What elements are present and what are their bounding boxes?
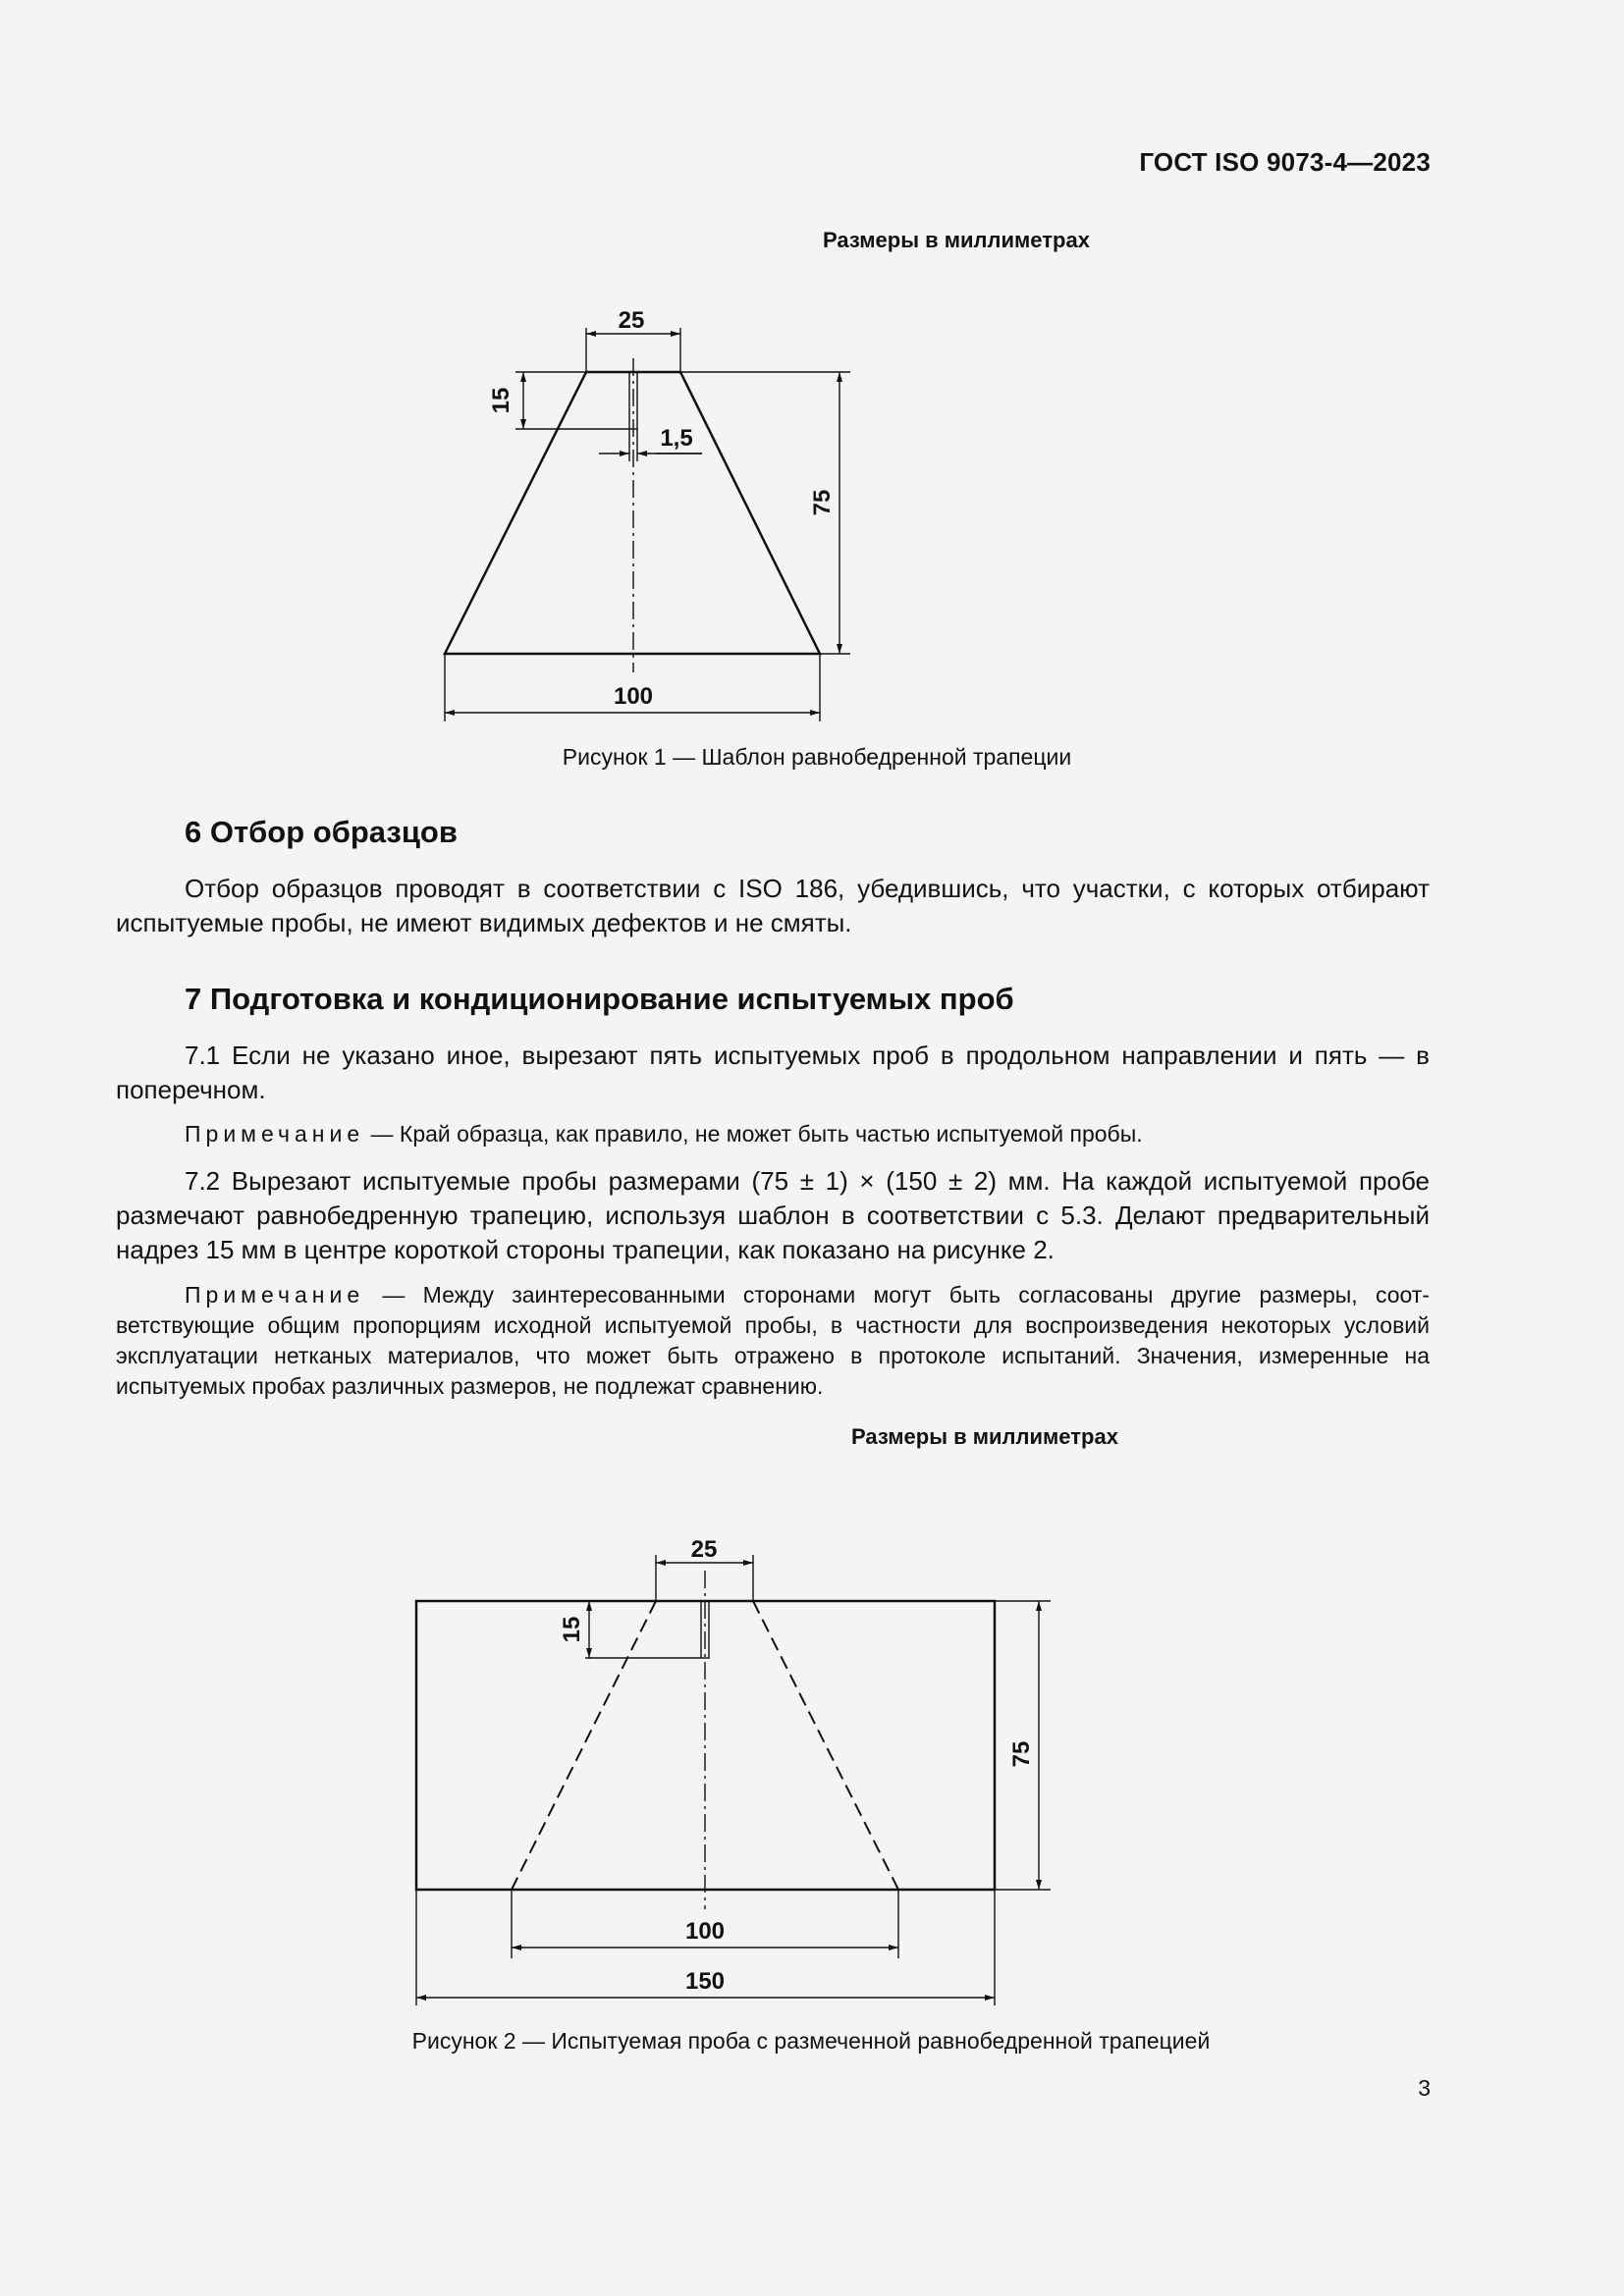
note-label: Примечание [185,1121,365,1147]
fig2-dim-top: 25 [690,1536,718,1563]
figure1-units-note: Размеры в миллиметрах [823,228,1090,252]
section6-paragraph: Отбор образцов проводят в соответствии с ISO 186, убедившись, что участки, с которых отбирают испытуемые пробы, не имеют видимых дефектов и не смяты. [116,874,1430,937]
fig1-dim-height: 75 [809,489,836,516]
fig2-dim-sample-width: 150 [684,1968,726,1995]
page-number: 3 [1418,2075,1431,2101]
fig1-dim-bottom: 100 [613,683,654,710]
fig1-dim-slit-length: 15 [488,387,514,414]
section7-heading: 7 Подготовка и кондиционирование испытуемых проб [185,982,1014,1016]
clause-7-2: 7.2 Вырезают испытуемые пробы размерами (75 ± 1) × (150 ± 2) мм. На каждой испытуемой пробе размечают равнобедренную трапецию, используя шаблон в соответствии с 5.3. Делают предварительный надрез 15 мм в центре короткой стороны трапеции, как показано на рисунке 2. [116,1166,1430,1264]
clause-7-1: 7.1 Если не указано иное, вырезают пять испытуемых проб в продольном направлении и пять — в поперечном. [116,1041,1430,1104]
figure2-caption: Рисунок 2 — Испытуемая проба с размеченной равнобедренной трапецией [411,2028,1211,2054]
note-label: Примечание [185,1282,365,1308]
trapezoid-right-edge [753,1601,898,1890]
section6-heading: 6 Отбор образцов [185,815,458,849]
fig2-dim-height: 75 [1008,1740,1035,1768]
note-2: Примечание — Между заинтересованными сторонами могут быть согласованы другие размеры, соответствующие общим пропорциям исходной испытуемой пробы, в частности для воспроизведения некоторых условий эксплуатации нетканых материалов, что может быть отражено в протоколе испытаний. Значения, измеренные на испытуемых пробах различных размеров, не подлежат сравнению. [116,1282,1430,1399]
standard-number: ГОСТ ISO 9073-4—2023 [1139,147,1431,177]
fig2-dim-slit-length: 15 [559,1616,585,1643]
figure1-caption: Рисунок 1 — Шаблон равнобедренной трапеции [562,744,1072,770]
figure2-units-note: Размеры в миллиметрах [851,1424,1118,1449]
note-1: Примечание — Край образца, как правило, не может быть частью испытуемой пробы. [185,1121,1143,1147]
trapezoid-left-edge [512,1601,656,1890]
fig1-dim-slit-width: 1,5 [660,425,693,452]
fig1-dim-top: 25 [618,307,645,334]
fig2-dim-trapezoid-bottom: 100 [684,1918,726,1945]
